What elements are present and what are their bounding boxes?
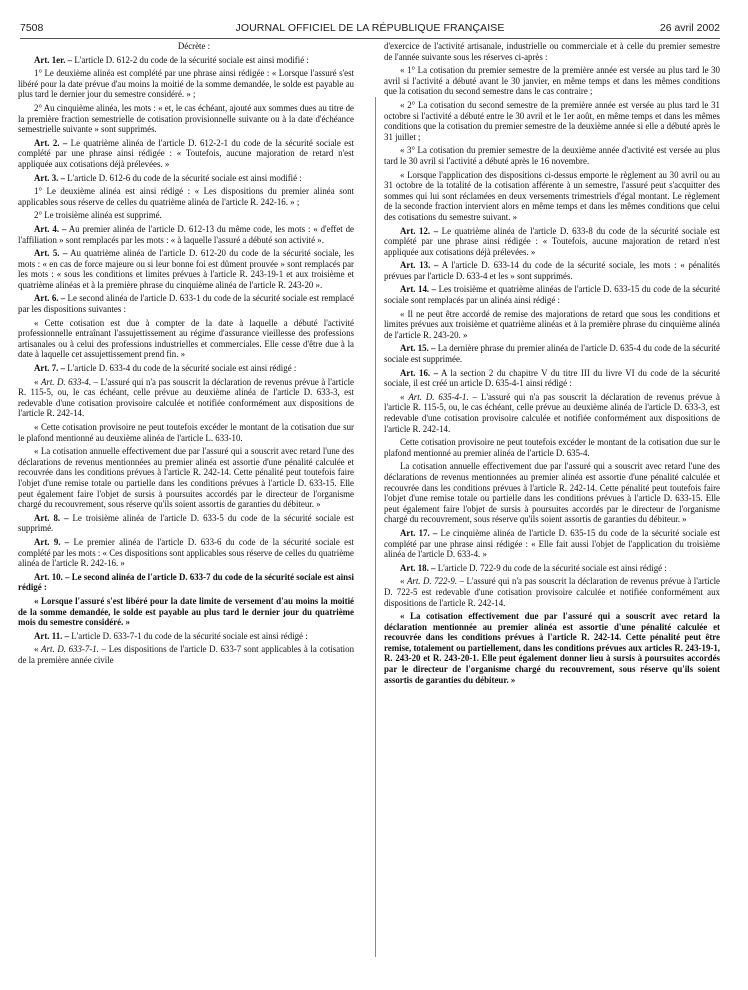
column-divider xyxy=(375,97,376,957)
right-column xyxy=(384,41,720,688)
quote-open: « xyxy=(400,576,407,587)
body-paragraph: Cette cotisation provisoire ne peut toutefois excéder le montant de la cotisation due sur le plafond mentionné au premier alinéa de l'article D. 635-4. xyxy=(384,437,720,458)
article-paragraph xyxy=(18,537,354,569)
article-paragraph xyxy=(18,248,354,290)
article-text: Le premier alinéa de l'article D. 633-6 du code de la sécurité sociale est complété par les mots : « Ces dispositions sont applicables sous réserve de celles du quatrième alinéa de l'article R. 242-16. » xyxy=(18,536,354,569)
article-paragraph xyxy=(18,363,354,374)
article-label: Art. 6. – xyxy=(34,293,66,304)
article-paragraph xyxy=(18,173,354,184)
article-label: Art. 9. – xyxy=(34,536,70,547)
quoted-article xyxy=(384,576,720,608)
article-text: L'article D. 633-7-1 du code de la sécurité sociale est ainsi rédigé : xyxy=(69,630,308,641)
article-text: Le second alinéa de l'article D. 633-1 du code de la sécurité sociale est remplacé par les dispositions suivantes : xyxy=(18,293,354,315)
article-paragraph xyxy=(384,528,720,560)
article-text: Au premier alinéa de l'article D. 612-13 du même code, les mots : « d'effet de l'affiliation » sont remplacés par les mots : « à laquelle l'assuré a débuté son activité ». xyxy=(18,223,354,245)
quoted-article-ref: Art. D. 635-4-1. xyxy=(408,391,469,402)
article-label: Art. 2. – xyxy=(34,137,68,148)
article-label: Art. 16. – xyxy=(400,367,439,378)
page-header xyxy=(20,22,720,36)
body-paragraph: 2° Au cinquième alinéa, les mots : « et, le cas échéant, ajouté aux sommes dues au titre de la première fraction semestrielle de cotisation provisionnelle suivante ou à la date d'échéance semestrielle suivante » sont supprimés. xyxy=(18,102,354,135)
left-column xyxy=(18,41,354,668)
article-text: Le quatrième alinéa de l'article D. 612-2-1 du code de la sécurité sociale est complété par une phrase ainsi rédigée : « Toutefois, aucune majoration de retard n'est appliquée aux cotisations déjà prélevées. » xyxy=(18,137,354,169)
article-label: Art. 8. – xyxy=(34,512,69,523)
article-paragraph xyxy=(384,343,720,364)
quoted-article xyxy=(384,392,720,434)
article-text: A l'article D. 633-14 du code de la sécurité sociale, les mots : « pénalités prévues par l'article D. 633-4 et les » sont supprimés. xyxy=(384,260,720,281)
quote-open: « xyxy=(400,391,409,402)
body-paragraph: « 3° La cotisation du premier semestre de la deuxième année d'activité est versée au plus tard le 30 avril si l'activité a débuté après le 16 novembre. xyxy=(384,145,720,166)
article-label: Art. 15. – xyxy=(400,343,436,354)
article-paragraph xyxy=(384,260,720,281)
article-text: L'article D. 633-4 du code de la sécurité sociale est ainsi rédigé : xyxy=(65,363,297,374)
article-paragraph xyxy=(18,293,354,314)
article-paragraph xyxy=(18,631,354,642)
article-label: Art. 13. – xyxy=(400,260,439,271)
article-text: Le troisième alinéa de l'article D. 633-5 du code de la sécurité sociale est supprimé. xyxy=(18,512,354,534)
body-paragraph: « Cette cotisation est due à compter de la date à laquelle a débuté l'activité professionnelle entraînant l'assujettissement au régime d'assurance vieillesse des professions artisanales ou à celui des professions industrielles et commerciales. Elle cesse d'être due à la date à laquelle cet assujettissement prend fin. » xyxy=(18,317,354,360)
article-label: Art. 5. – xyxy=(34,248,68,259)
quoted-article-text: – L'assuré qui n'a pas souscrit la déclaration de revenus prévue à l'article R. 115-5, ou, le cas échéant, celle prévue au deuxième alinéa de l'article D. 633-3, est redevable d'une cotisation provisoire calculée et notifiée conformément aux dispositions de l'article R. 242-14. xyxy=(384,391,720,434)
quoted-article xyxy=(18,644,354,665)
quoted-article xyxy=(18,377,354,419)
body-paragraph: 1° Le deuxième alinéa est ainsi rédigé : « Les dispositions du premier alinéa sont applicables sous réserve de celles du quatrième alinéa de l'article R. 242-16. » ; xyxy=(18,186,354,207)
page-number: 7508 xyxy=(20,22,44,34)
article-paragraph xyxy=(18,224,354,245)
issue-date: 26 avril 2002 xyxy=(659,22,720,34)
article-label: Art. 10. – xyxy=(34,571,70,582)
article-text: La dernière phrase du premier alinéa de l'article D. 635-4 du code de la sécurité sociale est supprimée. xyxy=(384,343,720,365)
article-label: Art. 11. – xyxy=(34,630,70,641)
quoted-article-ref: Art. D. 633-4. xyxy=(40,376,92,387)
quoted-article-text: – Les dispositions de l'article D. 633-7 sont applicables à la cotisation de la première année civile xyxy=(18,644,355,665)
quoted-article-ref: Art. D. 633-7-1. xyxy=(41,644,99,655)
article-text: Le quatrième alinéa de l'article D. 633-8 du code de la sécurité sociale est complété par une phrase ainsi rédigée : « Toutefois, aucune majoration de retard n'est appliquée aux cotisations déjà prélevées. » xyxy=(384,225,721,257)
article-paragraph xyxy=(384,284,720,305)
article-text: L'article D. 722-9 du code de la sécurité sociale est ainsi rédigé : xyxy=(435,562,667,573)
body-paragraph: « La cotisation annuelle effectivement due par l'assuré qui a souscrit avec retard l'une des déclarations de revenus mentionnées au premier alinéa est assortie d'une pénalité calculée et recouvrée dans les conditions prévues à l'article R. 242-14. Cette pénalité peut toutefois faire l'objet d'une remise totale ou partielle dans les conditions prévues à l'article D. 633-15. Elle peut également faire l'objet de sursis à poursuites accordés par le directeur de l'organisme chargé du recouvrement, sous réserve qu'ils soient assortis de garanties du débiteur. » xyxy=(18,446,354,510)
article-label: Art. 14. – xyxy=(400,284,437,295)
decree-lead: Décrète : xyxy=(177,41,211,51)
article-paragraph xyxy=(18,138,354,170)
article-label: Art. 18. – xyxy=(400,562,436,573)
article-text: A la section 2 du chapitre V du titre III du livre VI du code de la sécurité sociale, il est créé un article D. 635-4-1 ainsi rédigé : xyxy=(384,367,720,389)
quote-open: « xyxy=(34,644,42,655)
article-label: Art. 1er. – xyxy=(34,54,73,65)
body-paragraph: d'exercice de l'activité artisanale, industrielle ou commerciale et à celle du premier semestre de l'année suivante sous les réserves ci-après : xyxy=(384,41,720,62)
body-paragraph: « 1° La cotisation du premier semestre de la première année est versée au plus tard le 30 avril si l'activité a débuté avant le 30 janvier, en même temps et dans les mêmes conditions que la cotisation du second semestre dans le cas contraire ; xyxy=(384,65,720,97)
article-paragraph xyxy=(384,563,720,574)
article-text: L'article D. 612-2 du code de la sécurité sociale est ainsi modifié : xyxy=(72,54,309,65)
body-paragraph: La cotisation annuelle effectivement due par l'assuré qui a souscrit avec retard l'une des déclarations de revenus mentionnées au premier alinéa est assortie d'une pénalité calculée et recouvrée dans les conditions prévues à l'article R. 242-14. Cette pénalité peut toutefois faire l'objet d'une remise totale ou partielle dans les conditions prévues à l'article D. 633-15. Elle peut également faire l'objet de sursis à poursuites accordés par le directeur de l'organisme chargé du recouvrement, sous réserve qu'ils soient assortis de garanties du débiteur. » xyxy=(384,461,720,525)
article-text: L'article D. 612-6 du code de la sécurité sociale est ainsi modifié : xyxy=(65,172,302,183)
article-paragraph xyxy=(18,572,354,593)
quoted-article-ref: Art. D. 722-9. xyxy=(406,576,458,587)
body-paragraph: « 2° La cotisation du second semestre de la première année est versée au plus tard le 31 octobre si l'activité a débuté entre le 30 avril et le 1er août, en même temps et dans les mêmes conditions que la cotisation du premier semestre de la deuxième année si elle a débuté après le 31 juillet ; xyxy=(384,99,720,142)
article-text: Au quatrième alinéa de l'article D. 612-20 du code de la sécurité sociale, les mots : « en cas de force majeure ou si leur bonne foi est dûment prouvée » sont remplacés par les mots : « sous les conditions et limites prévues à l'article R. 243-19-1 et aux troisième et quatrième alinéas et à la première phrase du cinquième alinéa de l'article R. 243-20 ». xyxy=(18,248,354,290)
article-paragraph xyxy=(18,513,354,534)
body-paragraph: « Lorsque l'application des dispositions ci-dessus emporte le règlement au 30 avril ou au 31 octobre de la totalité de la cotisation afférente à un semestre, l'assuré peut s'acquitter des sommes qui lui sont réclamées en deux versements trimestriels d'égal montant. Le règlement de la seconde fraction intervient alors en même temps et dans les mêmes conditions que celui des cotisations du semestre suivant. » xyxy=(384,169,720,222)
article-paragraph xyxy=(384,226,720,258)
article-label: Art. 3. – xyxy=(34,172,66,183)
body-paragraph: « Cette cotisation provisoire ne peut toutefois excéder le montant de la cotisation due sur le plafond mentionné au deuxième alinéa de l'article L. 633-10. xyxy=(18,422,354,443)
body-paragraph: 1° Le deuxième alinéa est complété par une phrase ainsi rédigée : « Lorsque l'assuré s'est libéré pour la date prévue d'au moins la moitié de la somme demandée, le solde est payable au plus tard le dernier jour du semestre considéré. » ; xyxy=(18,68,354,100)
article-label: Art. 17. – xyxy=(400,527,438,538)
article-text: Le second alinéa de l'article D. 633-7 du code de la sécurité sociale est ainsi rédigé : xyxy=(18,571,354,593)
journal-title: JOURNAL OFFICIEL DE LA RÉPUBLIQUE FRANÇAISE xyxy=(235,22,505,34)
article-label: Art. 12. – xyxy=(400,225,439,236)
article-label: Art. 4. – xyxy=(34,223,67,234)
article-label: Art. 7. – xyxy=(34,363,66,374)
article-paragraph xyxy=(18,55,354,66)
article-text: Les troisième et quatrième alinéas de l'article D. 633-15 du code de la sécurité sociale sont remplacés par un alinéa ainsi rédigé : xyxy=(384,284,720,306)
quoted-article-text: – L'assuré qui n'a pas souscrit la déclaration de revenus prévue à l'article R. 115-5, ou, le cas échéant, celle prévue au deuxième alinéa de l'article D. 633-3, est redevable d'une cotisation provisoire calculée et notifiée conformément aux dispositions de l'article R. 242-14. xyxy=(18,376,354,419)
quoted-article-text: – L'assuré qui n'a pas souscrit la déclaration de revenus prévue à l'article D. 722-5 est redevable d'une cotisation provisoire calculée et notifiée conformément aux dispositions de l'article R. 242-14. xyxy=(384,576,720,608)
article-paragraph xyxy=(384,368,720,389)
body-paragraph: « Il ne peut être accordé de remise des majorations de retard que sous les conditions et limites prévues aux troisième et quatrième alinéas et à la première phrase du cinquième alinéa de l'article R. 243-20. » xyxy=(384,308,720,340)
body-paragraph: « La cotisation effectivement due par l'assuré qui a souscrit avec retard la déclaration mentionnée au premier alinéa est assortie d'une pénalité calculée et recouvrée dans les conditions prévues à l'article R. 242-14. Cette pénalité peut être remise, totalement ou partiellement, dans les conditions prévues aux articles R. 243-19-1, R. 243-20 et R. 243-20-1. Elle peut également donner lieu à sursis à poursuites accordés par le directeur de l'organisme chargé du recouvrement, sous réserve qu'ils soient assortis de garanties du débiteur. » xyxy=(384,611,720,685)
header-rule xyxy=(20,38,720,39)
body-paragraph: 2° Le troisième alinéa est supprimé. xyxy=(34,210,162,221)
article-text: Le cinquième alinéa de l'article D. 635-15 du code de la sécurité sociale est complété par une phrase ainsi rédigée : « Elle fait aussi l'objet de l'application du troisième alinéa de l'article D. 633-4. » xyxy=(384,527,720,560)
body-paragraph: « Lorsque l'assuré s'est libéré pour la date limite de versement d'au moins la moitié de la somme demandée, le solde est payable au plus tard le dernier jour du quatrième mois du semestre considéré. » xyxy=(18,595,354,628)
quote-open: « xyxy=(34,376,41,387)
